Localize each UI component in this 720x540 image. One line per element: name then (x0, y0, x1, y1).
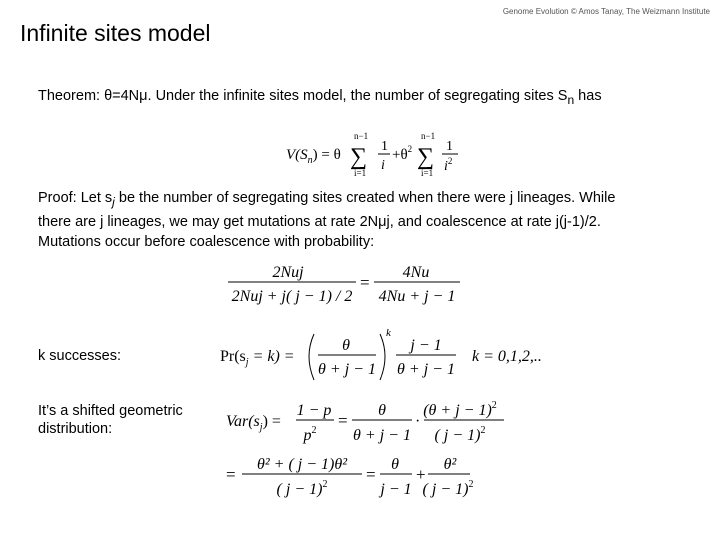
pmf-paren-right (380, 334, 385, 380)
pmf-range: k = 0,1,2,.. (472, 348, 542, 365)
geometric-label: It’s a shifted geometric distribution: (38, 403, 183, 437)
pmf-den2: θ + j − 1 (397, 361, 455, 378)
proof-text-b: be the number of segregating sites created when there were j lineages. While there are j lineages, we may get mutations at rate 2Nμj, and coalescence at rate j(j-1)/2. Mutations occur before coalescence with probability: (38, 190, 616, 250)
prob-den2: 4Nu + j − 1 (378, 288, 456, 305)
pmf-paren-left (309, 334, 314, 380)
sigma2: ∑ (417, 144, 435, 170)
proof-text-a: : Let s (72, 190, 113, 206)
vg-eq2: = (226, 465, 236, 484)
frac1-den: i (381, 158, 385, 173)
pmf-power: k (386, 327, 391, 339)
slide-title: Infinite sites model (20, 20, 211, 46)
probability-equation (226, 258, 466, 308)
vg-num4: θ² + ( j − 1)θ² (256, 456, 348, 473)
var-geo-equation-line1 (224, 396, 514, 448)
vg-dot: · (415, 413, 421, 430)
frac2-den: $i^2$ (444, 156, 453, 174)
vg-num5: θ (391, 456, 399, 473)
vg-eq3: = (366, 465, 376, 484)
vg-den4: ( j − 1)$^2$ (276, 479, 328, 498)
theorem-label: Theorem (38, 88, 97, 104)
vg-num2: θ (378, 402, 386, 419)
variance-equation (284, 130, 474, 180)
theorem-subscript: n (567, 92, 575, 107)
frac1-num: 1 (381, 139, 388, 154)
sigma1-lower: i=1 (354, 168, 367, 178)
proof-subscript: j (112, 194, 115, 209)
var-plus-theta: $+\theta^2$ (392, 144, 413, 163)
sigma1: ∑ (350, 144, 368, 170)
sigma1-upper: n−1 (354, 131, 369, 141)
pmf-lhs: $Pr(s_j = k)$ = (220, 348, 295, 368)
vg-den1: $p^2$ (303, 425, 317, 444)
proof-paragraph (38, 188, 638, 252)
pmf-num2: j − 1 (410, 337, 442, 354)
var-lhs: $V(S_n) = \theta$ (286, 147, 341, 166)
vg-den5: j − 1 (380, 481, 412, 498)
vg-plus: + (416, 465, 426, 484)
vg-eq1: = (338, 411, 348, 430)
vg-den6: ( j − 1)$^2$ (422, 479, 474, 498)
vg-den3: ( j − 1)$^2$ (434, 425, 486, 444)
sigma2-lower: i=1 (421, 168, 434, 178)
pmf-equation (218, 326, 568, 384)
prob-equals: = (360, 273, 370, 292)
pmf-num1: θ (342, 337, 350, 354)
pmf-den1: θ + j − 1 (318, 361, 376, 378)
frac2-num: 1 (446, 139, 453, 154)
proof-label: Proof (38, 190, 73, 206)
theorem-statement (38, 88, 602, 107)
vg-num3: $(\theta + j - 1)^2$ (423, 400, 497, 419)
prob-den1: 2Nuj + j( j − 1) / 2 (231, 288, 353, 305)
vg-num1: 1 − p (296, 402, 332, 419)
prob-num1: 2Nuj (272, 264, 304, 281)
vg-num6: θ² (443, 456, 457, 473)
header-credit: Genome Evolution © Amos Tanay, The Weizmann Institute (502, 7, 710, 16)
k-successes-label: k successes: (38, 348, 121, 364)
prob-num2: 4Nu (402, 264, 430, 281)
theorem-text-a: : θ=4Nμ. Under the infinite sites model, the number of segregating sites S (96, 88, 568, 104)
vg-lhs: $Var(s_j)$ = (226, 413, 281, 433)
sigma2-upper: n−1 (421, 131, 436, 141)
var-geo-equation-line2 (224, 450, 474, 502)
vg-den2: θ + j − 1 (353, 427, 411, 444)
theorem-text-b: has (574, 88, 602, 104)
